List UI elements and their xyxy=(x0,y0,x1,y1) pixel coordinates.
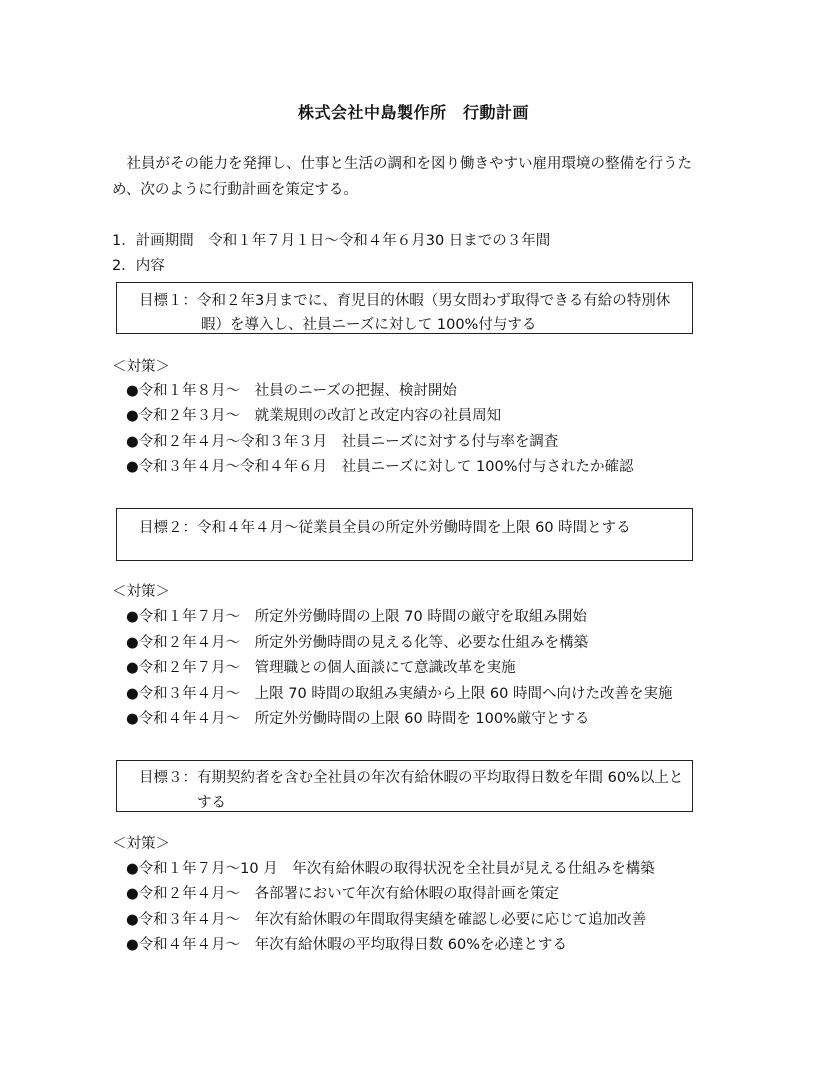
intro-line-2: め、次のように行動計画を策定する。 xyxy=(112,182,358,198)
intro-line-1: 社員がその能力を発揮し、仕事と生活の調和を図り働きやすい雇用環境の整備を行うた xyxy=(112,156,692,172)
goal-1-measures-heading: ＜対策＞ xyxy=(112,359,170,375)
goal-2-box xyxy=(116,508,693,561)
goal-3-line-2: する xyxy=(197,795,226,811)
goal-2-measure: ●令和４年４月～ 所定外労働時間の上限 60 時間を 100%厳守とする xyxy=(126,711,590,727)
page-title: 株式会社中島製作所 行動計画 xyxy=(297,103,529,122)
goal-3-measure: ●令和１年７月～10 月 年次有給休暇の取得状況を全社員が見える仕組みを構築 xyxy=(126,861,655,877)
goal-2-measure: ●令和１年７月～ 所定外労働時間の上限 70 時間の厳守を取組み開始 xyxy=(126,609,587,625)
goal-2-measure: ●令和３年４月～ 上限 70 時間の取組み実績から上限 60 時間へ向けた改善を実施 xyxy=(126,686,673,702)
goal-1-measure: ●令和２年３月～ 就業規則の改訂と改定内容の社員周知 xyxy=(126,408,502,424)
goal-1-box xyxy=(116,282,693,334)
goal-3-measures-heading: ＜対策＞ xyxy=(112,836,170,852)
goal-3-line-1: 目標３：有期契約者を含む全社員の年次有給休暇の平均取得日数を年間 60%以上と xyxy=(139,770,684,786)
goal-1-measure: ●令和１年８月～ 社員のニーズの把握、検討開始 xyxy=(126,383,457,399)
goal-3-box xyxy=(116,760,693,812)
goal-2-measures-heading: ＜対策＞ xyxy=(112,584,170,600)
goal-3-measure: ●令和４年４月～ 年次有給休暇の平均取得日数 60%を必達とする xyxy=(126,937,567,953)
content-heading: 2．内容 xyxy=(112,258,165,274)
goal-1-measure: ●令和３年４月～令和４年６月 社員ニーズに対して 100%付与されたか確認 xyxy=(126,459,634,475)
goal-2-line-1: 目標２：令和４年４月～従業員全員の所定外労働時間を上限 60 時間とする xyxy=(139,520,631,536)
goal-1-line-1: 目標１：令和２年3月までに、育児目的休暇（男女問わず取得できる有給の特別休 xyxy=(139,293,671,309)
plan-period: 1．計画期間 令和１年７月１日～令和４年６月30 日までの３年間 xyxy=(112,233,551,249)
goal-3-measure: ●令和２年４月～ 各部署において年次有給休暇の取得計画を策定 xyxy=(126,886,560,902)
goal-2-measure: ●令和２年７月～ 管理職との個人面談にて意識改革を実施 xyxy=(126,660,516,676)
goal-3-measure: ●令和３年４月～ 年次有給休暇の年間取得実績を確認し必要に応じて追加改善 xyxy=(126,912,647,928)
goal-1-line-2: 暇）を導入し、社員ニーズに対して 100%付与する xyxy=(201,317,537,333)
goal-1-measure: ●令和２年４月～令和３年３月 社員ニーズに対する付与率を調査 xyxy=(126,434,559,450)
goal-2-measure: ●令和２年４月～ 所定外労働時間の見える化等、必要な仕組みを構築 xyxy=(126,635,589,651)
